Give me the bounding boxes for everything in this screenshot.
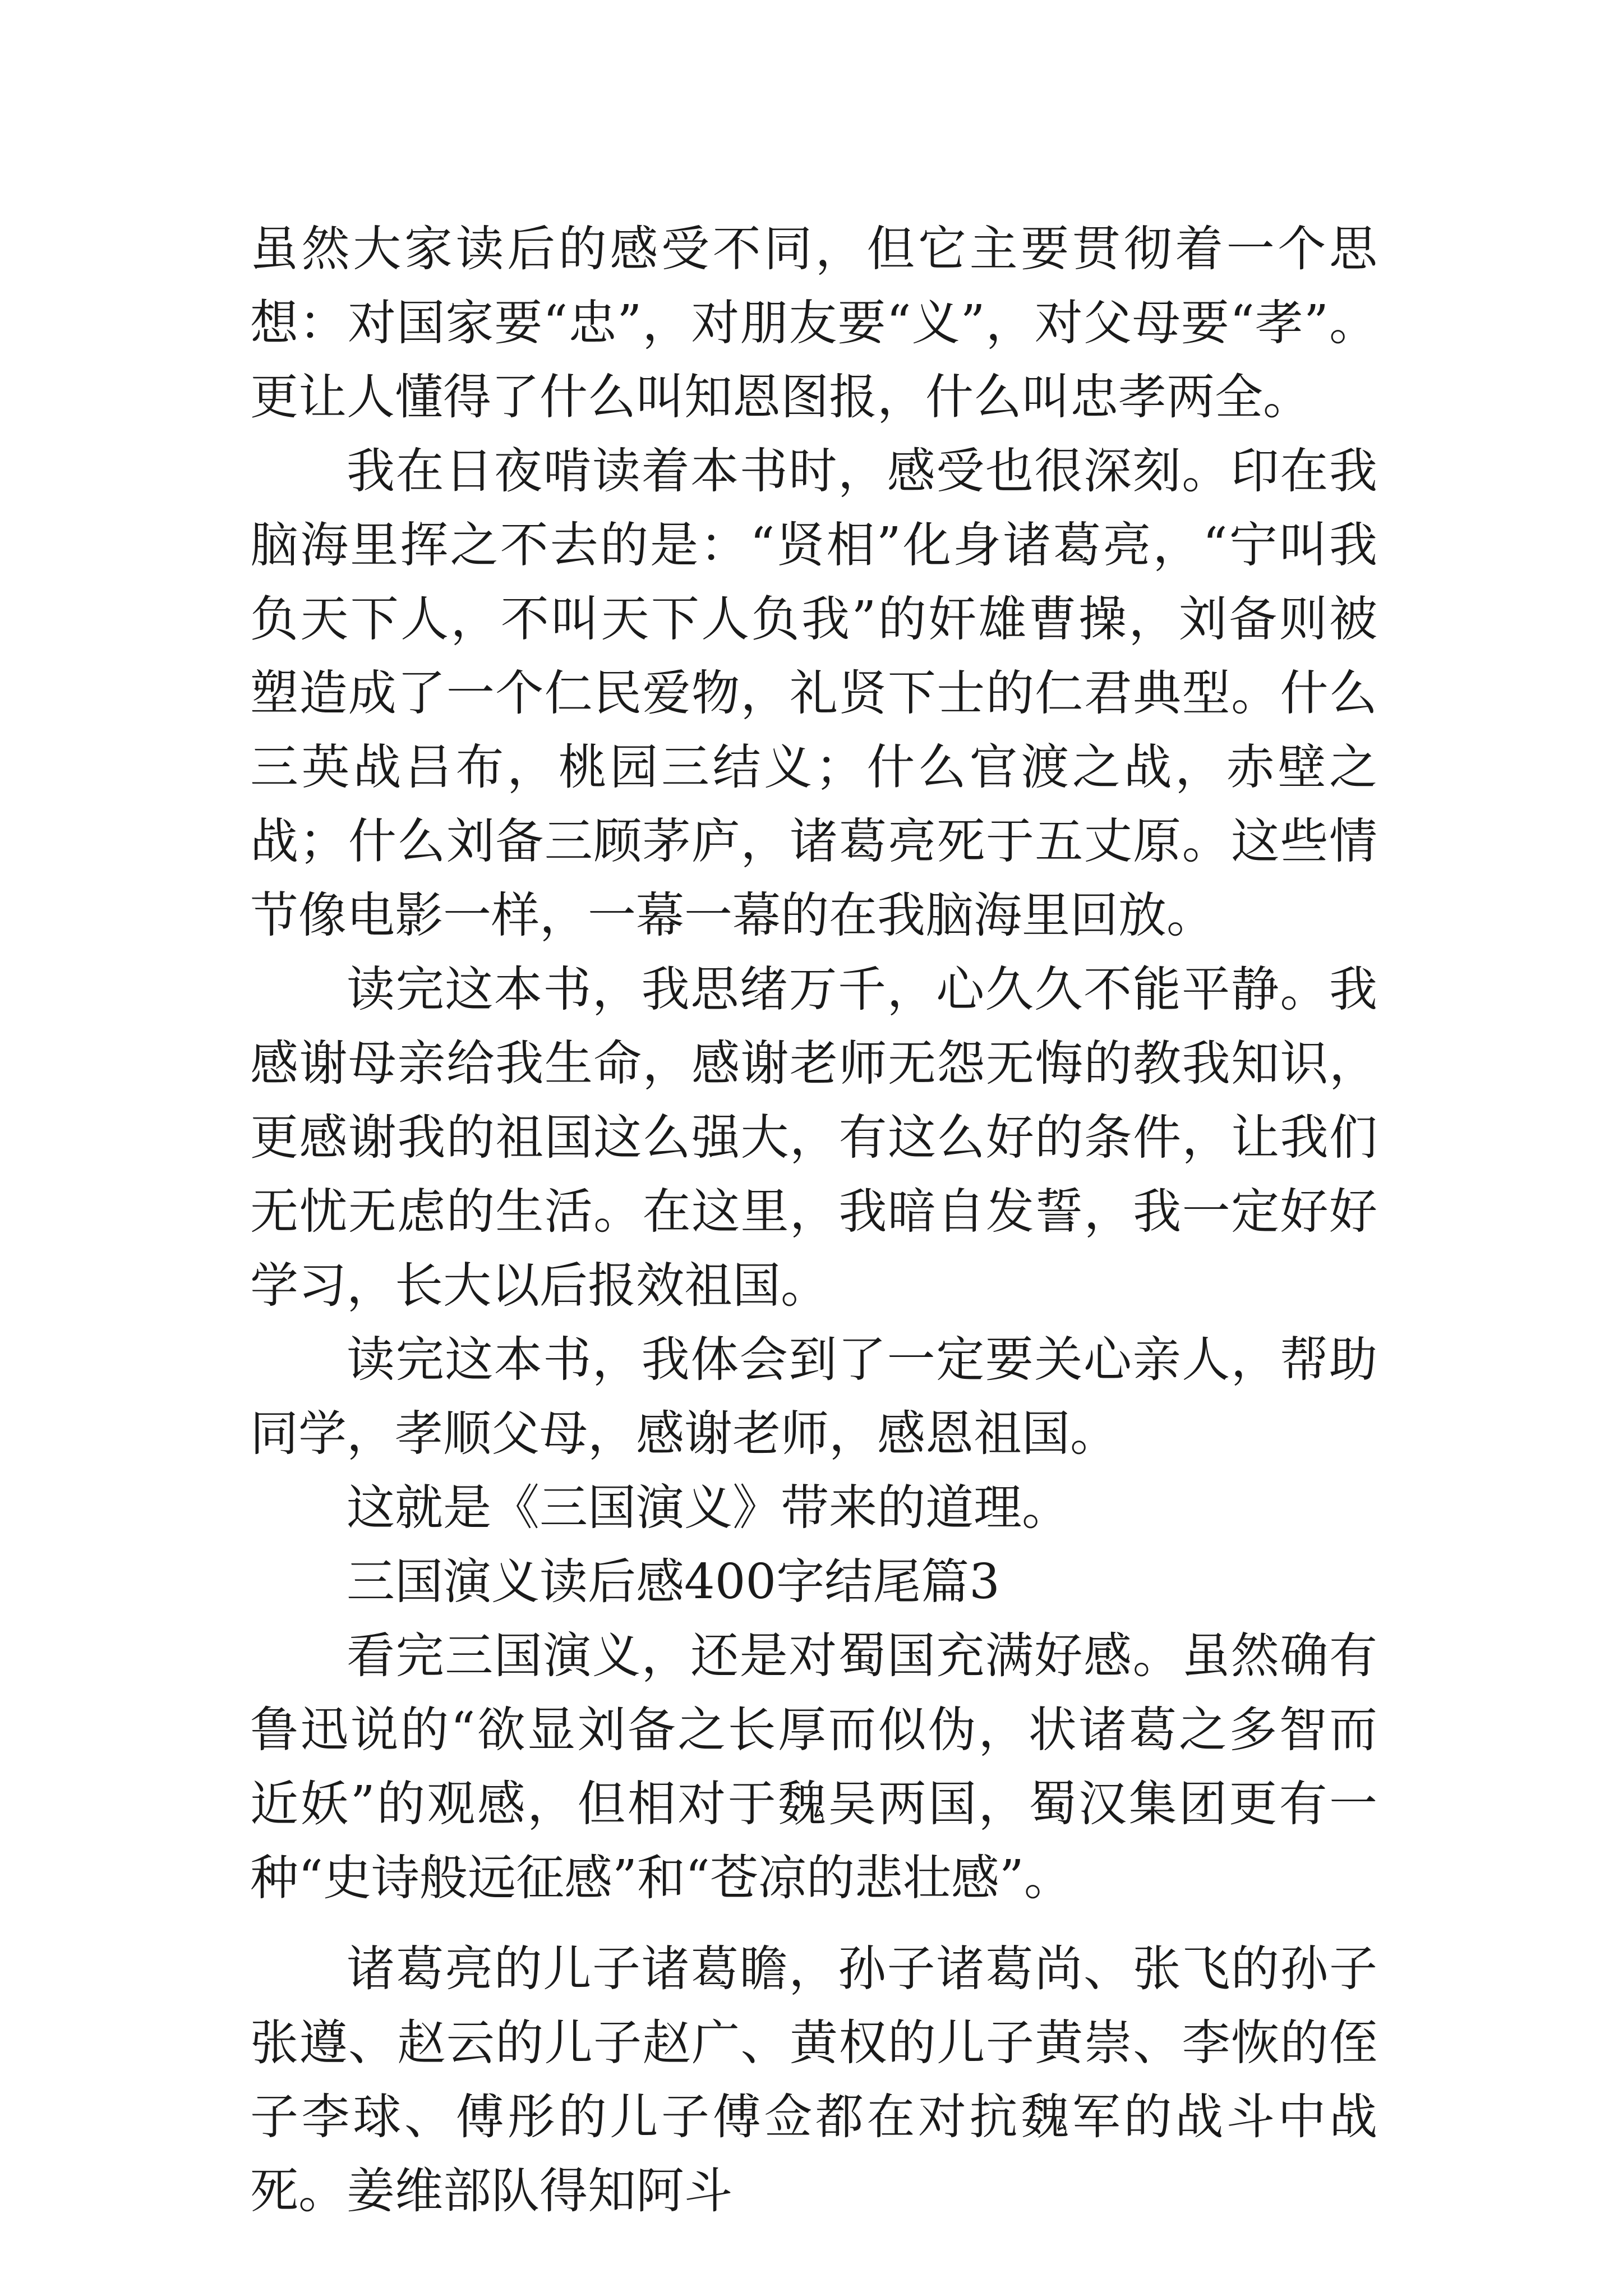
- document-body: [250, 212, 1377, 2228]
- paragraph-2: 我在日夜啃读着本书时，感受也很深刻。印在我脑海里挥之不去的是：“贤相”化身诸葛亮，“宁叫我负天下人，不叫天下人负我”的奸雄曹操，刘备则被塑造成了一个仁民爱物，礼贤下士的仁君典型。什么三英战吕布，桃园三结义；什么官渡之战，赤壁之战；什么刘备三顾茅庐，诸葛亮死于五丈原。这些情节像电影一样，一幕一幕的在我脑海里回放。: [250, 443, 1377, 944]
- paragraph-3: 读完这本书，我思绪万千，心久久不能平静。我感谢母亲给我生命，感谢老师无怨无悔的教我知识，更感谢我的祖国这么强大，有这么好的条件，让我们无忧无虑的生活。在这里，我暗自发誓，我一定好好学习，长大以后报效祖国。: [250, 961, 1377, 1314]
- paragraph-4: 读完这本书，我体会到了一定要关心亲人，帮助同学，孝顺父母，感谢老师，感恩祖国。: [250, 1332, 1377, 1462]
- paragraph-6: 看完三国演义，还是对蜀国充满好感。虽然确有鲁迅说的“欲显刘备之长厚而似伪，状诸葛之多智而近妖”的观感，但相对于魏吴两国，蜀汉集团更有一种“史诗般远征感”和“苍凉的悲壮感”。: [250, 1628, 1377, 1906]
- paragraph-5: 这就是《三国演义》带来的道理。: [347, 1480, 1070, 1536]
- section-heading: 三国演义读后感400字结尾篇3: [347, 1554, 1000, 1610]
- paragraph-1: 虽然大家读后的感受不同，但它主要贯彻着一个思想：对国家要“忠”，对朋友要“义”，对父母要“孝”。更让人懂得了什么叫知恩图报，什么叫忠孝两全。: [250, 221, 1377, 425]
- paragraph-7: 诸葛亮的儿子诸葛瞻，孙子诸葛尚、张飞的孙子张遵、赵云的儿子赵广、黄权的儿子黄崇、李恢的侄子李球、傅彤的儿子傅佥都在对抗魏军的战斗中战死。姜维部队得知阿斗: [250, 1941, 1377, 2219]
